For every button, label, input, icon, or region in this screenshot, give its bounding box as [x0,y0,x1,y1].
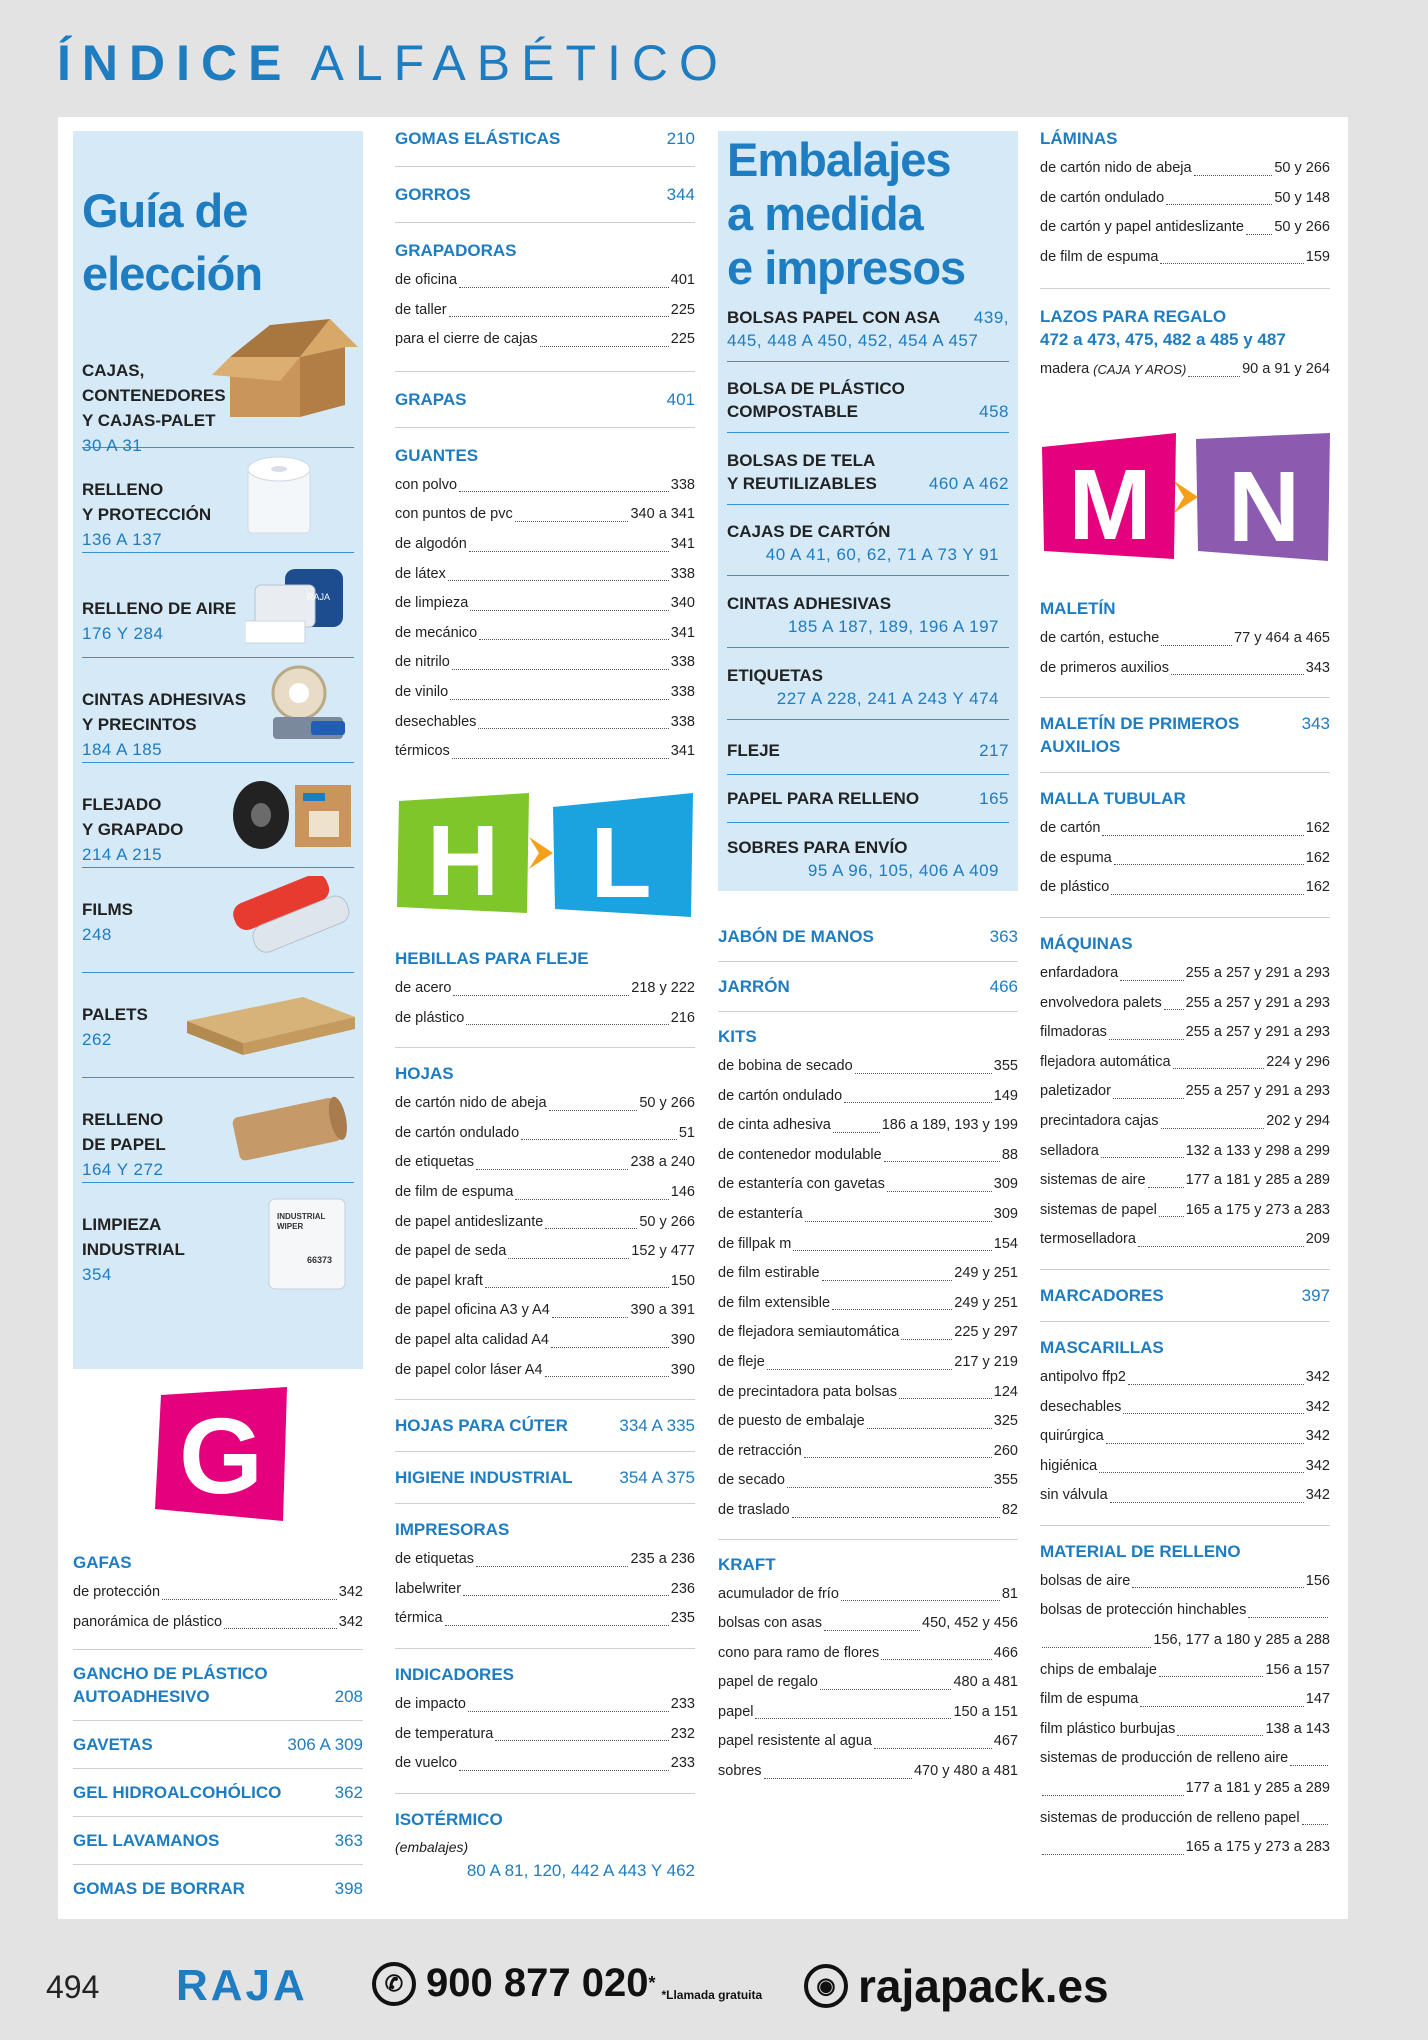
index-row[interactable]: 156, 177 a 180 y 285 a 288 [1040,1626,1330,1656]
index-row[interactable]: térmica 235 [395,1610,695,1627]
index-entry [718,1540,1018,1800]
heading-title: GOMAS ELÁSTICAS [395,129,561,148]
heading-title: MALLA TUBULAR [1040,789,1186,809]
index-row[interactable]: de papel kraft 150 [395,1272,695,1289]
emb-item-fleje[interactable]: FLEJE 217 [727,739,1009,775]
emb-item-cintas-adhesivas[interactable]: CINTAS ADHESIVAS 185 A 187, 189, 196 A 197 [727,592,1009,648]
index-heading[interactable] [1040,1336,1330,1359]
heading-title: MASCARILLAS [1040,1337,1164,1357]
heading-title: GUANTES [395,445,479,465]
heading-title: MATERIAL DE RELLENO [1040,1541,1241,1561]
index-entry [73,1769,363,1817]
index-row[interactable]: de látex 338 [395,565,695,582]
index-row[interactable]: sistemas de producción de relleno papel [1040,1804,1330,1834]
index-row[interactable]: envolvedora palets 255 a 257 y 291 a 293 [1040,994,1330,1011]
heading-subtitle: (embalajes) [395,1838,469,1855]
heading-page: 354 A 375 [619,1468,695,1488]
heading-title: KRAFT [718,1554,776,1574]
index-heading[interactable] [395,1466,695,1489]
index-column-2 [395,127,695,783]
index-row[interactable]: paletizador 255 a 257 y 291 a 293 [1040,1083,1330,1100]
index-row[interactable]: para el cierre de cajas 225 [395,331,695,348]
index-entry [395,372,695,428]
heading-title: MÁQUINAS [1040,933,1133,953]
index-heading[interactable] [395,388,695,411]
index-heading[interactable] [73,1877,363,1900]
index-row[interactable]: 177 a 181 y 285 a 289 [1040,1774,1330,1804]
index-row[interactable]: antipolvo ffp2 342 [1040,1368,1330,1385]
letter-g-badge [153,1385,293,1523]
index-row[interactable]: cono para ramo de flores 466 [718,1644,1018,1661]
svg-text:L: L [590,807,652,919]
heading-page: 397 [1301,1285,1330,1305]
index-entry [395,1452,695,1504]
index-row[interactable]: papel de regalo 480 a 481 [718,1674,1018,1691]
index-row[interactable]: de film estirable 249 y 251 [718,1265,1018,1282]
index-entry [718,962,1018,1012]
guide-item-relleno-proteccion[interactable]: RELLENO Y PROTECCIÓN 136 A 137 [82,449,354,553]
index-row[interactable]: 165 a 175 y 273 a 283 [1040,1833,1330,1863]
page-number: 494 [46,1969,100,2005]
heading-title: GORROS [395,185,471,204]
svg-text:INDUSTRIAL: INDUSTRIAL [277,1212,326,1221]
index-entry [718,925,1018,962]
index-entry [395,1048,695,1400]
svg-text:N: N [1227,451,1301,563]
emb-item-bolsa-compostable[interactable]: BOLSA DE PLÁSTICO COMPOSTABLE 458 [727,377,1009,433]
mouse-icon: ◉ [804,1964,848,2008]
index-row[interactable]: de fillpak m 154 [718,1235,1018,1252]
index-row[interactable]: de algodón 341 [395,535,695,552]
heading-page: 343 [1301,714,1330,734]
index-entry [73,1817,363,1865]
heading-title: GRAPADORAS [395,241,517,260]
index-entry [395,1400,695,1452]
heading-page: 344 [666,185,695,204]
index-row[interactable]: sistemas de papel 165 a 175 y 273 a 283 [1040,1201,1330,1218]
index-entry [718,1012,1018,1540]
index-row[interactable]: de secado 355 [718,1472,1018,1489]
phone-icon: ✆ [372,1962,416,2006]
heading-title: LAZOS PARA REGALO [1040,307,1227,327]
guide-item-relleno-aire[interactable]: RELLENO DE AIRE 176 Y 284 [82,554,354,658]
index-entry [395,947,695,1048]
index-heading[interactable] [718,975,1018,998]
index-row[interactable]: papel 150 a 151 [718,1703,1018,1720]
index-column-3 [718,925,1018,1800]
emb-item-cajas-carton[interactable]: CAJAS DE CARTÓN 40 A 41, 60, 62, 71 A 73 Y 91 [727,520,1009,576]
index-heading[interactable] [395,1062,695,1085]
emb-item-sobres[interactable]: SOBRES PARA ENVÍO 95 A 96, 105, 406 A 409 [727,838,999,880]
kraft-paper-roll-image [223,1089,353,1169]
heading-page: 306 A 309 [287,1735,363,1755]
index-row[interactable]: de cartón ondulado 51 [395,1124,695,1141]
wooden-pallet-image [183,991,359,1063]
foam-roll-image [233,451,333,541]
index-row[interactable]: de cinta adhesiva 186 a 189, 193 y 199 [718,1117,1018,1134]
index-entry [73,1551,363,1650]
svg-text:66373: 66373 [307,1255,333,1265]
index-row[interactable]: de film de espuma 159 [1040,248,1330,265]
index-column-2-bottom [395,947,695,1896]
index-entry [1040,597,1330,698]
index-entry [1040,698,1330,773]
index-row[interactable]: sistemas de aire 177 a 181 y 285 a 289 [1040,1172,1330,1189]
heading-title: GAFAS [73,1553,132,1572]
heading-title: GAVETAS [73,1735,153,1755]
index-row[interactable]: de papel color láser A4 390 [395,1361,695,1378]
index-row[interactable]: desechables 342 [1040,1398,1330,1415]
svg-text:M: M [1068,449,1152,561]
index-row[interactable]: de taller 225 [395,301,695,318]
index-row[interactable]: sobres 470 y 480 a 481 [718,1763,1018,1780]
index-row[interactable]: de protección 342 [73,1584,363,1600]
heading-title: JABÓN DE MANOS [718,927,874,946]
index-column-1 [73,1551,363,1912]
index-row[interactable]: labelwriter 236 [395,1580,695,1597]
heading-title: GEL HIDROALCOHÓLICO [73,1783,282,1803]
index-heading[interactable] [73,1551,363,1574]
index-row[interactable]: film plástico burbujas 138 a 143 [1040,1720,1330,1737]
emb-item-papel-relleno[interactable]: PAPEL PARA RELLENO 165 [727,787,1009,823]
index-entry [1040,1322,1330,1526]
heading-title: LÁMINAS [1040,129,1118,148]
index-panel [58,117,1348,1919]
index-entry [1040,918,1330,1270]
index-row[interactable]: con polvo 338 [395,476,695,493]
index-row[interactable]: de cartón nido de abeja 50 y 266 [395,1095,695,1112]
index-row[interactable]: higiénica 342 [1040,1457,1330,1474]
index-row[interactable]: termoselladora 209 [1040,1231,1330,1248]
index-heading[interactable] [718,1553,1018,1576]
index-row[interactable]: enfardadora 255 a 257 y 291 a 293 [1040,964,1330,981]
index-heading[interactable] [395,127,695,150]
letters-m-n-badge [1040,431,1332,563]
guide-item-palets[interactable]: PALETS 262 [82,974,354,1078]
index-heading[interactable] [1040,597,1330,620]
emb-item-bolsas-tela[interactable]: BOLSAS DE TELA Y REUTILIZABLES 460 A 462 [727,449,1009,505]
heading-page: 80 A 81, 120, 442 A 443 Y 462 [466,1860,695,1880]
index-heading[interactable] [395,1518,695,1541]
guide-item-cintas-adhesivas[interactable]: CINTAS ADHESIVAS Y PRECINTOS 184 A 185 [82,659,354,763]
index-row[interactable]: de papel de seda 152 y 477 [395,1243,695,1260]
index-heading[interactable] [395,1414,695,1437]
svg-text:RAJA: RAJA [307,592,331,602]
index-row[interactable]: sin válvula 342 [1040,1487,1330,1504]
heading-title: KITS [718,1027,757,1046]
heading-title: JARRÓN [718,977,790,996]
index-heading-line2: 472 a 473, 475, 482 a 485 y 487 [1040,330,1286,350]
heading-title: GRAPAS [395,389,467,409]
air-cushion-machine-image [245,555,355,647]
index-row[interactable]: madera (CAJA Y AROS) 90 a 91 y 264 [1040,361,1330,378]
index-row[interactable]: acumulador de frío 81 [718,1585,1018,1602]
index-row[interactable]: chips de embalaje 156 a 157 [1040,1661,1330,1678]
svg-text:H: H [426,805,500,917]
index-column-4-top [1040,127,1330,401]
heading-title: MALETÍN DE PRIMEROS AUXILIOS [1040,714,1240,757]
index-row[interactable]: de acero 218 y 222 [395,980,695,996]
index-row[interactable]: precintadora cajas 202 y 294 [1040,1112,1330,1129]
guide-title: Guía de elección [82,184,263,300]
industrial-wipes-image [263,1191,353,1295]
heading-page: 398 [334,1879,363,1899]
index-row[interactable]: de traslado 82 [718,1501,1018,1518]
index-row[interactable]: de flejadora semiautomática 225 y 297 [718,1324,1018,1341]
index-row[interactable]: quirúrgica 342 [1040,1428,1330,1445]
emb-item-bolsas-papel[interactable]: BOLSAS PAPEL CON ASA 439, 445, 448 A 450, 452, 454 A 457 [727,306,1009,362]
footer [0,1955,1428,2025]
index-entry [1040,289,1330,401]
index-row[interactable]: selladora 132 a 133 y 298 a 299 [1040,1142,1330,1159]
heading-title: MALETÍN [1040,599,1116,618]
index-row[interactable]: de etiquetas 238 a 240 [395,1154,695,1171]
letters-h-l-badge [395,791,695,919]
heading-page: 210 [666,129,695,148]
index-row[interactable]: papel resistente al agua 467 [718,1733,1018,1750]
index-row[interactable]: de retracción 260 [718,1442,1018,1459]
index-entry [1040,1270,1330,1322]
embalajes-title: Embalajes a medida e impresos [727,133,966,294]
index-heading[interactable] [1040,1284,1330,1307]
index-row[interactable]: de impacto 233 [395,1695,695,1712]
index-entry [395,1504,695,1649]
index-row[interactable]: de papel alta calidad A4 390 [395,1331,695,1348]
emb-item-etiquetas[interactable]: ETIQUETAS 227 A 228, 241 A 243 Y 474 [727,664,1009,720]
index-heading[interactable] [395,1663,695,1686]
heading-title: INDICADORES [395,1664,515,1684]
index-row[interactable]: de nitrilo 338 [395,654,695,671]
index-row[interactable]: bolsas de protección hinchables [1040,1596,1330,1626]
index-heading[interactable] [395,239,695,262]
index-row[interactable]: de plástico 162 [1040,879,1330,896]
index-entry [395,223,695,372]
index-heading[interactable] [73,1733,363,1756]
index-row[interactable]: de papel antideslizante 50 y 266 [395,1213,695,1230]
index-row[interactable]: de film de espuma 146 [395,1183,695,1200]
index-row[interactable]: de bobina de secado 355 [718,1058,1018,1074]
index-heading[interactable] [395,1808,695,1831]
index-entry [73,1721,363,1769]
index-row[interactable]: de etiquetas 235 a 236 [395,1551,695,1568]
index-heading[interactable] [1040,1540,1330,1563]
index-heading[interactable] [718,1025,1018,1048]
strapping-kit-image [223,771,357,857]
index-entry [395,127,695,167]
index-entry [395,167,695,223]
tape-dispenser-image [259,661,355,757]
index-row[interactable]: con puntos de pvc 340 a 341 [395,506,695,523]
index-heading[interactable] [73,1829,363,1852]
heading-title: GEL LAVAMANOS [73,1831,220,1851]
index-row[interactable]: de cartón ondulado 50 y 148 [1040,189,1330,206]
index-row[interactable]: panorámica de plástico 342 [73,1613,363,1630]
heading-title: GANCHO DE PLÁSTICO [73,1664,268,1684]
index-row[interactable]: de cartón ondulado 149 [718,1087,1018,1104]
index-row[interactable]: de precintadora pata bolsas 124 [718,1383,1018,1400]
guide-item-cajas[interactable]: CAJAS, CONTENEDORES Y CAJAS-PALET 30 A 31 [82,343,354,448]
index-heading[interactable] [1040,932,1330,955]
index-row[interactable]: de mecánico 341 [395,624,695,641]
index-heading[interactable] [718,925,1018,948]
heading-title: IMPRESORAS [395,1520,510,1540]
index-entry [395,428,695,783]
index-entry [395,1649,695,1794]
index-heading[interactable] [1040,787,1330,810]
index-entry [1040,1526,1330,1877]
page-title: ÍNDICE ALFABÉTICO [57,35,729,91]
index-row[interactable]: de oficina 401 [395,272,695,288]
index-row[interactable]: de limpieza 340 [395,595,695,612]
index-row[interactable]: de contenedor modulable 88 [718,1146,1018,1163]
cardboard-box-image [210,317,360,427]
heading-page: 363 [989,927,1018,946]
guide-item-flejado[interactable]: FLEJADO Y GRAPADO 214 A 215 [82,764,354,868]
svg-text:G: G [178,1395,264,1516]
index-row[interactable]: film de espuma 147 [1040,1691,1330,1708]
svg-text:WIPER: WIPER [277,1222,304,1231]
heading-title: HEBILLAS PARA FLEJE [395,949,589,968]
index-column-4-bottom [1040,597,1330,1877]
heading-page: 401 [666,389,695,409]
index-row[interactable]: de cartón 162 [1040,820,1330,837]
index-heading-line2: AUTOADHESIVO 208 [73,1687,363,1707]
index-row[interactable]: sistemas de producción de relleno aire [1040,1744,1330,1774]
index-heading[interactable] [395,183,695,206]
index-row[interactable]: de cartón nido de abeja 50 y 266 [1040,160,1330,176]
index-row[interactable]: desechables 338 [395,713,695,730]
heading-title: HOJAS PARA CÚTER [395,1416,568,1436]
index-row[interactable]: de espuma 162 [1040,849,1330,866]
index-row[interactable]: de vuelco 233 [395,1755,695,1772]
index-entry [73,1865,363,1912]
index-row[interactable]: filmadoras 255 a 257 y 291 a 293 [1040,1024,1330,1041]
index-row[interactable]: de papel oficina A3 y A4 390 a 391 [395,1302,695,1319]
heading-title: HIGIENE INDUSTRIAL [395,1468,573,1488]
index-row[interactable]: de cartón y papel antideslizante 50 y 266 [1040,219,1330,236]
heading-page: 334 A 335 [619,1416,695,1436]
heading-page: 466 [989,977,1018,996]
heading-title: GOMAS DE BORRAR [73,1879,245,1899]
index-row[interactable]: térmicos 341 [395,743,695,760]
stretch-film-rolls-image [223,876,355,956]
index-row[interactable]: de temperatura 232 [395,1725,695,1742]
index-heading[interactable] [1040,712,1330,758]
index-row[interactable]: de vinilo 338 [395,683,695,700]
heading-page: 362 [334,1783,363,1803]
index-entry [395,1794,695,1896]
heading-title: HOJAS [395,1064,454,1084]
index-row[interactable]: de cartón, estuche 77 y 464 a 465 [1040,630,1330,646]
index-row[interactable]: de estantería con gavetas 309 [718,1176,1018,1193]
index-heading[interactable] [73,1662,363,1685]
guide-item-relleno-papel[interactable]: RELLENO DE PAPEL 164 Y 272 [82,1079,354,1183]
index-heading[interactable] [1040,305,1330,328]
index-row[interactable]: de fleje 217 y 219 [718,1353,1018,1370]
index-entry [1040,773,1330,918]
index-row[interactable]: flejadora automática 224 y 296 [1040,1053,1330,1070]
heading-page: 363 [334,1831,363,1851]
guide-item-films[interactable]: FILMS 248 [82,869,354,973]
guide-box [73,131,363,1369]
index-heading[interactable] [395,947,695,970]
index-heading[interactable] [395,444,695,467]
index-heading[interactable] [73,1781,363,1804]
index-row[interactable]: de primeros auxilios 343 [1040,659,1330,676]
index-entry [1040,127,1330,289]
index-row[interactable]: de estantería 309 [718,1205,1018,1222]
heading-title: MARCADORES [1040,1285,1164,1305]
index-row[interactable]: de plástico 216 [395,1009,695,1026]
index-row[interactable]: de film extensible 249 y 251 [718,1294,1018,1311]
phone-number[interactable]: ✆ 900 877 020 * *Llamada gratuita [372,1961,762,2006]
index-heading[interactable] [1040,127,1330,150]
index-row[interactable]: bolsas de aire 156 [1040,1572,1330,1589]
index-row[interactable]: bolsas con asas 450, 452 y 456 [718,1615,1018,1632]
guide-item-limpieza[interactable]: LIMPIEZA INDUSTRIAL 354 [82,1215,185,1284]
website-link[interactable]: ◉ rajapack.es [804,1959,1109,2013]
embalajes-box [718,131,1018,891]
raja-logo: RAJA [176,1961,308,2010]
heading-title: ISOTÉRMICO [395,1809,503,1829]
index-row[interactable]: de puesto de embalaje 325 [718,1413,1018,1430]
index-entry [73,1650,363,1721]
